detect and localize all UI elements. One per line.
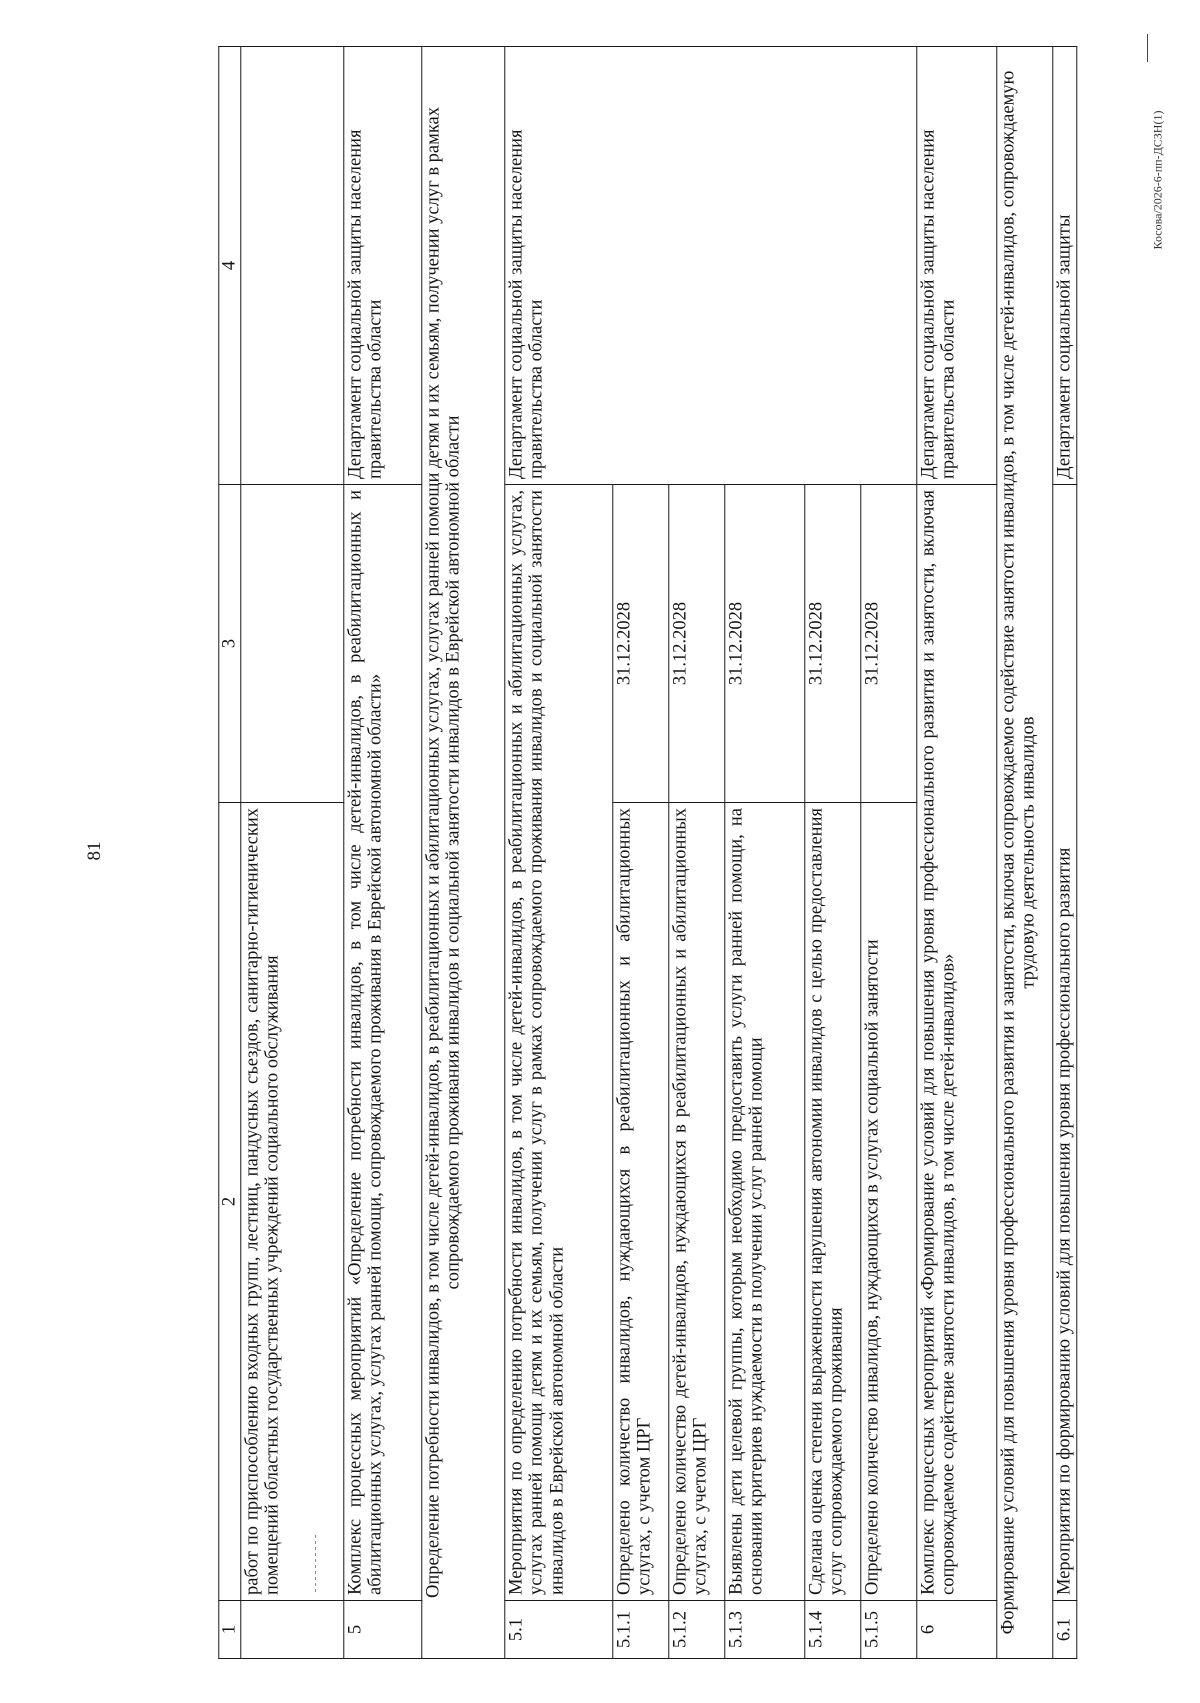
- row-number: 5.1.2: [669, 1601, 725, 1659]
- row-text: Комплекс процессных мероприятий «Определение потребности инвалидов, в том числе детей-инвалидов, в реабилитационных и абилитационных услугах, услугах ранней помощи, сопровождаемого проживания в Еврейской автономной области»: [344, 485, 422, 1601]
- header-col-4: 4: [219, 47, 241, 485]
- row-date: 31.12.2028: [669, 485, 725, 803]
- header-col-2: 2: [219, 803, 241, 1601]
- row-text: Выявлены дети целевой группы, которым необходимо предоставить услуги ранней помощи, на основании критериев нуждаемости в получении услуг ранней помощи: [725, 803, 805, 1601]
- header-col-1: 1: [219, 1601, 241, 1659]
- table-row-6-1: [1053, 47, 1078, 1659]
- row-responsible: Департамент социальной защиты населения правительства области: [344, 47, 422, 485]
- row-date: 31.12.2028: [725, 485, 805, 803]
- row-number: 5.1.4: [805, 1601, 861, 1659]
- table-row-6: [917, 47, 997, 1659]
- table-row-continuation: [241, 47, 344, 1659]
- section-task-5: Определение потребности инвалидов, в том числе детей-инвалидов, в реабилитационных и абилитационных услугах, услугах ранней помощи детям и их семьям, получении услуг в рамках сопровождаемого проживания инвалидов и социальной занятости инвалидов в Еврейской автономной области: [422, 47, 505, 1659]
- row-number: 5.1: [505, 1601, 613, 1659]
- row-number: 6.1: [1053, 1601, 1078, 1659]
- row-text: Сделана оценка степени выраженности нарушения автономии инвалидов с целью предоставления услуг сопровождаемого проживания: [805, 803, 861, 1601]
- row-text: Определено количество инвалидов, нуждающихся в реабилитационных и абилитационных услугах, с учетом ЦРГ: [613, 803, 669, 1601]
- row-responsible: Департамент социальной защиты населения правительства области: [917, 47, 997, 485]
- row-text: Определено количество детей-инвалидов, нуждающихся в реабилитационных и абилитационных услугах, с учетом ЦРГ: [669, 803, 725, 1601]
- row-number: 5: [344, 1601, 422, 1659]
- edge-line: [1147, 34, 1148, 62]
- page-number: 81: [84, 841, 105, 861]
- row-number: 5.1.5: [861, 1601, 917, 1659]
- row-responsible: [241, 47, 344, 485]
- table-row-section-6-task: [997, 47, 1053, 1659]
- measures-table-wrap: [218, 47, 1077, 1659]
- row-date: 31.12.2028: [613, 485, 669, 803]
- row-responsible: Департамент социальной защиты населения правительства области: [505, 47, 917, 485]
- row-date: [241, 485, 344, 803]
- footer-code: Косова/2026-6-пп-ДСЗН(1): [1150, 110, 1165, 250]
- row-text: Мероприятия по определению потребности инвалидов, в том числе детей-инвалидов, в реабилитационных и абилитационных услугах, услугах ранней помощи детям и их семьям, получении услуг в рамках сопровождаемого проживания инвалидов и социальной занятости инвалидов в Еврейской автономной области: [505, 485, 613, 1601]
- row-date: 31.12.2028: [805, 485, 861, 803]
- table-header-row: [219, 47, 241, 1659]
- table-row-5: [344, 47, 422, 1659]
- row-responsible: Департамент социальной защиты: [1053, 47, 1078, 485]
- row-number: 6: [917, 1601, 997, 1659]
- table-row-5-1: [505, 47, 613, 1659]
- row-text: Определено количество инвалидов, нуждающихся в услугах социальной занятости: [861, 803, 917, 1601]
- row-text: работ по приспособлению входных групп, лестниц, пандусных съездов, санитарно-гигиенических помещений областных государственных учреждений социального обслуживания: [241, 803, 344, 1601]
- table-row-section-5-task: [422, 47, 505, 1659]
- row-text: Мероприятия по формированию условий для повышения уровня профессионального развития: [1053, 485, 1078, 1601]
- section-task-6: Формирование условий для повышения уровня профессионального развития и занятости, включая сопровождаемое содействие занятости инвалидов, в том числе детей-инвалидов, сопровождаемую трудовую деятельность инвалидов: [997, 47, 1053, 1659]
- row-date: 31.12.2028: [861, 485, 917, 803]
- header-col-3: 3: [219, 485, 241, 803]
- row-number: 5.1.3: [725, 1601, 805, 1659]
- row-text: Комплекс процессных мероприятий «Формирование условий для повышения уровня профессионального развития и занятости, включая сопровождаемое содействие занятости инвалидов, в том числе детей-инвалидов»: [917, 485, 997, 1601]
- row-number: 5.1.1: [613, 1601, 669, 1659]
- row-number: [241, 1601, 344, 1659]
- measures-table: [218, 46, 1077, 1659]
